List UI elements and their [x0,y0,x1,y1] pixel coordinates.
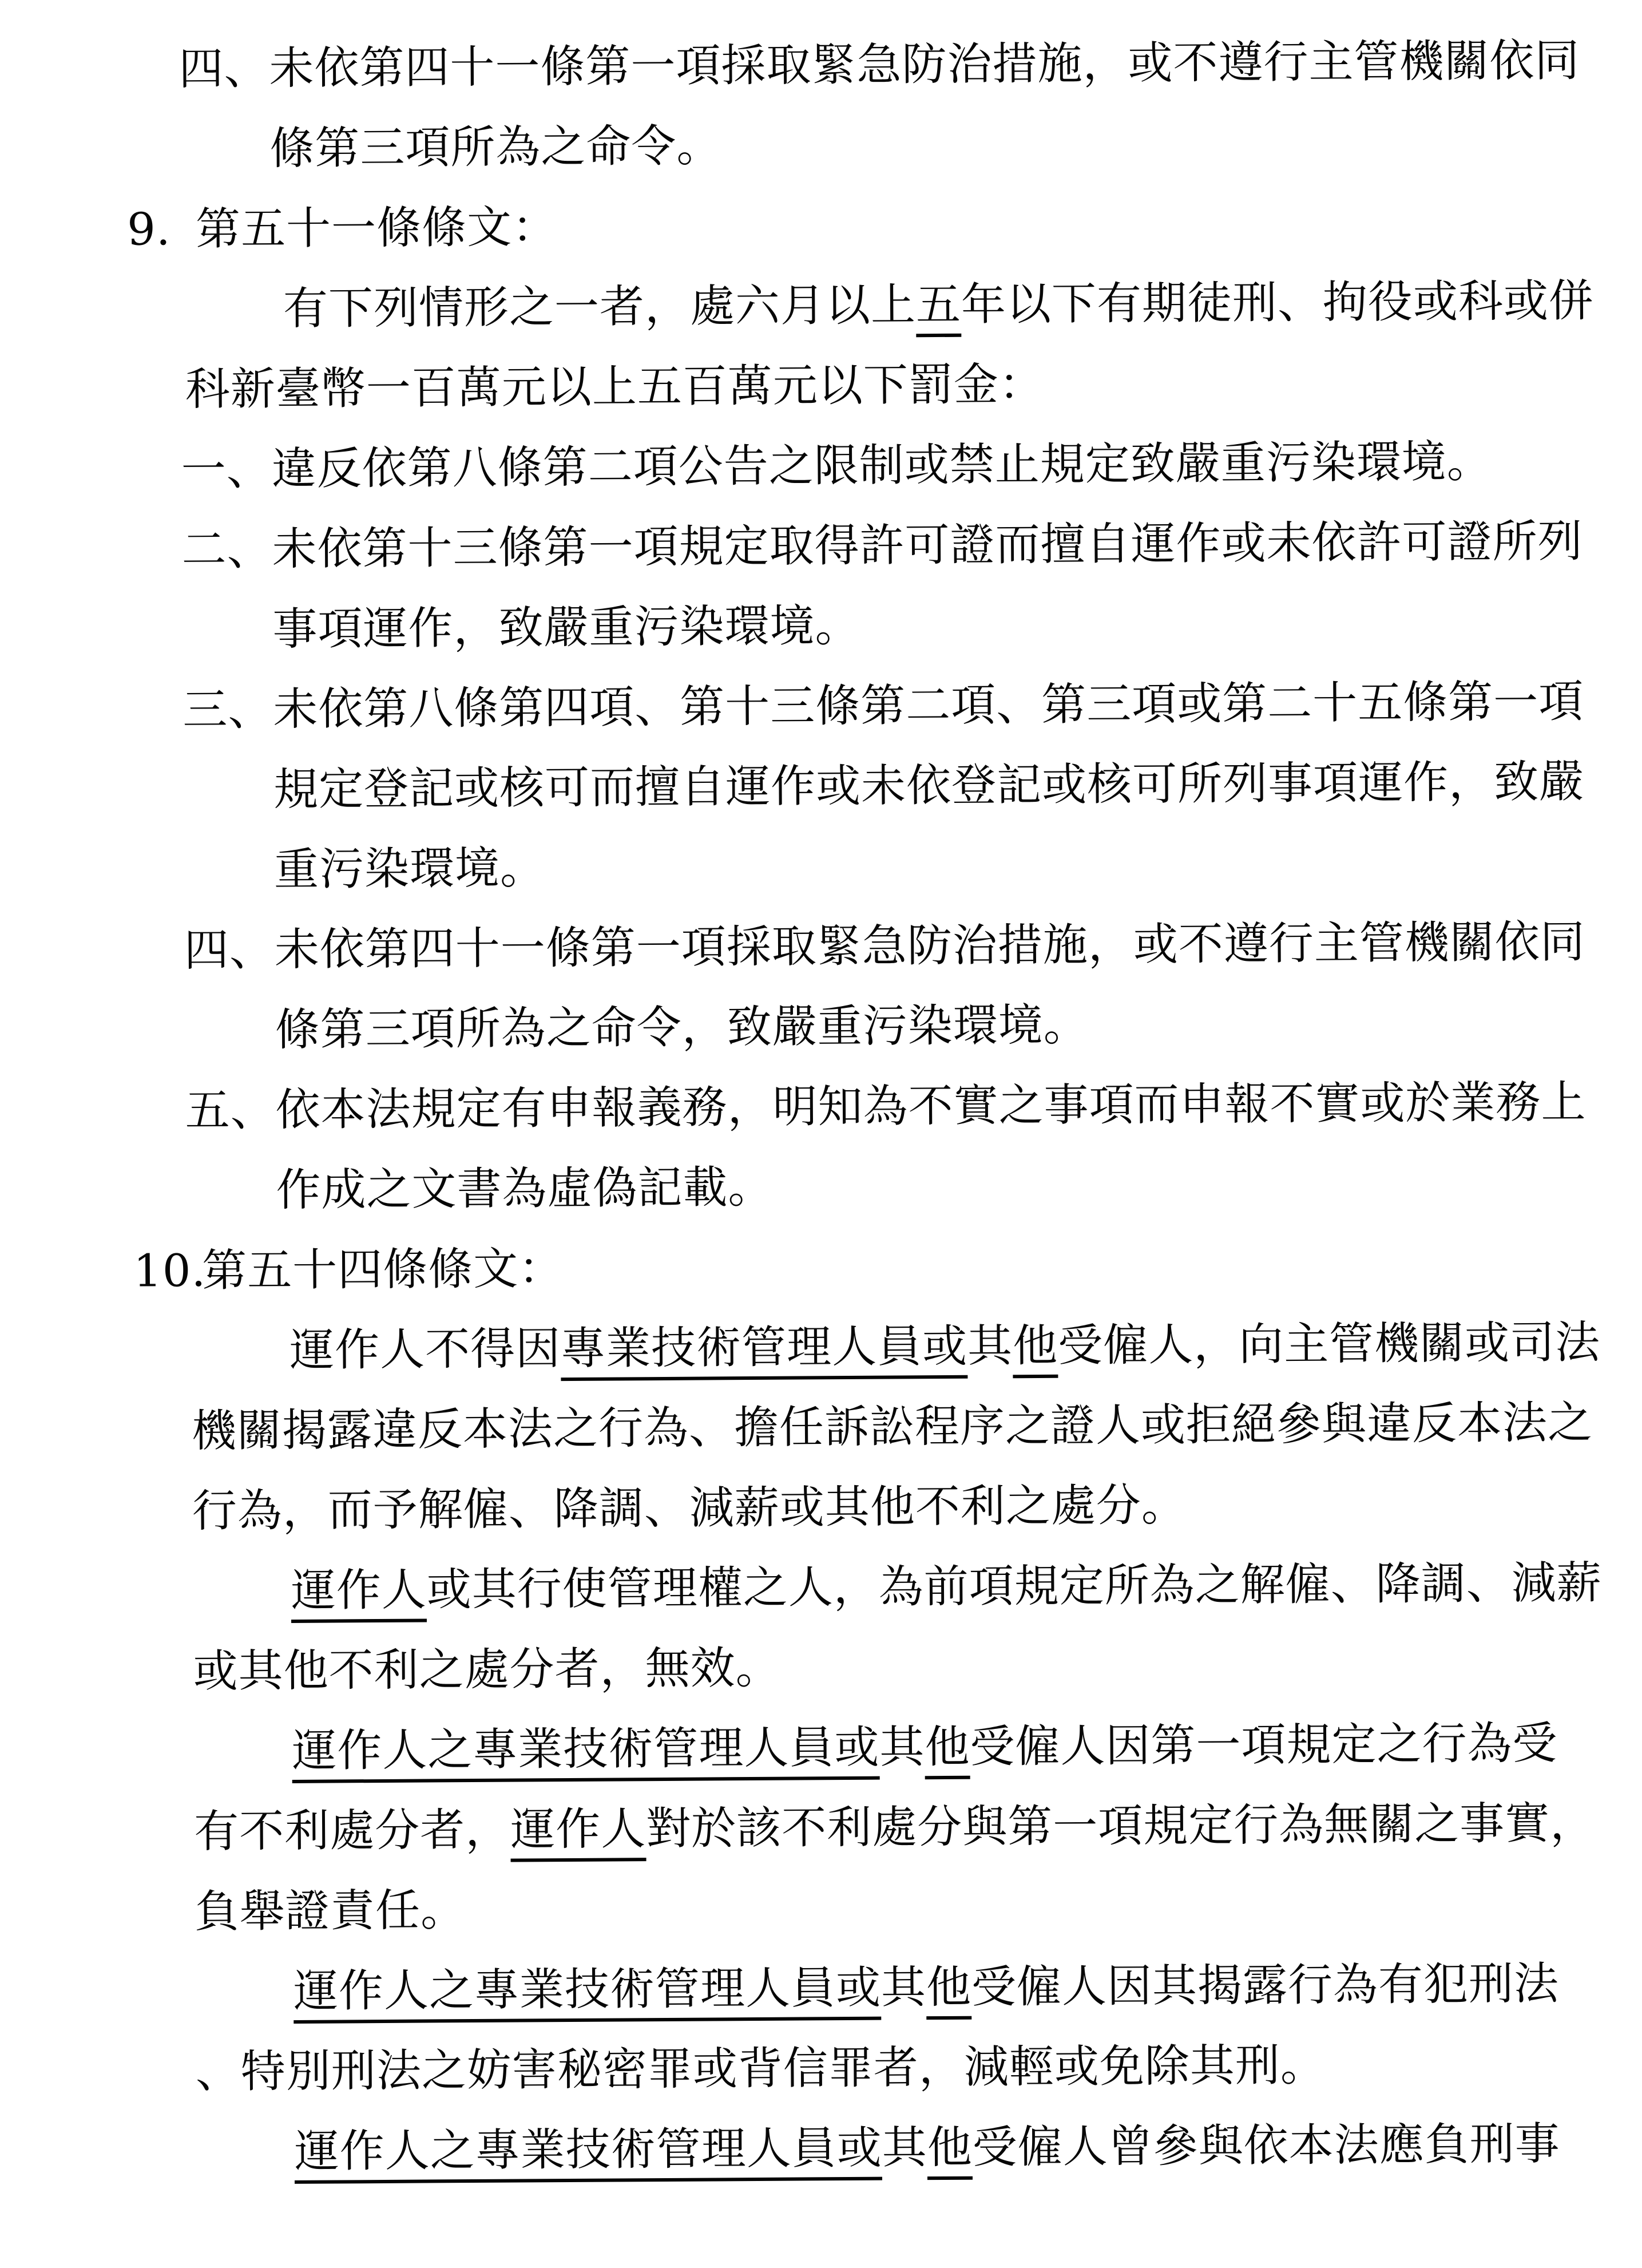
text-segment: 科新臺幣一百萬元以上五百萬元以下罰金： [185,358,1045,416]
section-heading [7,1222,1642,1312]
text-line [4,661,1642,751]
text-segment: 未依第十三條第一項規定取得許可證而擅自運作或未依許可證所列 [272,516,1583,576]
text-segment: 對於該不利處分與第一項規定行為無關之事實， [645,1798,1596,1855]
text-segment: 行為，而予解僱、降調、減薪或其他不利之處分。 [192,1479,1187,1538]
list-marker: 二、 [181,524,272,576]
text-segment: 依本法規定有申報義務，明知為不實之事項而申報不實或於業務上 [275,1076,1587,1137]
list-marker: 一、 [181,444,272,496]
text-segment: 條第三項所為之命令。 [269,120,722,175]
list-marker: 四、 [184,924,275,977]
text-segment: 未依第四十一條第一項採取緊急防治措施，或不遵行主管機關依同 [274,916,1586,976]
text-segment: 年以下有期徒刑、拘役或科或併 [961,275,1595,331]
text-segment: 有下列情形之一者，處六月以上 [283,279,917,335]
underlined-segment: 運作人 [291,1565,427,1623]
text-segment: 條第三項所為之命令，致嚴重污染環境。 [275,999,1089,1056]
text-segment: 事項運作，致嚴重污染環境。 [272,600,860,656]
text-segment: 或其行使管理權之人，為前項規定所為之解僱、降調、減薪 [426,1557,1602,1616]
text-line [0,20,1642,110]
text-line [9,1542,1642,1633]
underlined-segment: 運作人之專業技術管理人員或 [292,1722,880,1783]
underlined-segment: 運作人之專業技術管理人員或 [294,2123,882,2184]
item-number: 9. [126,204,171,256]
text-line [12,2023,1642,2113]
heading-text: 第五十四條條文： [201,1243,564,1297]
text-line [2,260,1642,351]
text-line [12,1943,1642,2033]
text-segment: 其 [881,1962,927,2014]
text-segment: 其 [882,2122,927,2174]
text-segment: 運作人不得因 [289,1323,561,1376]
text-segment: 受僱人曾參與依本法應負刑事 [972,2118,1560,2174]
text-line [1,100,1642,191]
underlined-segment: 專業技術管理人員或 [561,1321,968,1381]
text-line [9,1462,1642,1553]
text-segment: 、特別刑法之妨害秘密罪或背信罪者，減輕或免除其刑。 [195,2039,1326,2098]
underlined-segment: 運作人 [510,1803,647,1862]
text-segment: 其 [967,1320,1013,1372]
text-segment: 有不利處分者， [193,1804,511,1858]
text-line [7,1142,1642,1232]
underlined-segment: 他 [1013,1320,1058,1378]
text-line [8,1302,1642,1392]
text-line [5,821,1642,912]
list-marker: 三、 [183,684,273,737]
text-line [2,341,1642,431]
text-segment: 受僱人，向主管機關或司法 [1057,1316,1601,1372]
text-line [6,1062,1642,1152]
text-line [11,1783,1642,1873]
document-content [0,20,1642,2193]
text-line [5,901,1642,992]
underlined-segment: 他 [925,1721,970,1779]
underlined-segment: 他 [926,1962,972,2020]
text-segment: 重污染環境。 [273,842,546,896]
text-segment: 受僱人因其揭露行為有犯刑法 [971,1958,1560,2013]
underlined-segment: 五 [916,279,962,337]
text-line [10,1703,1642,1793]
text-segment: 或其他不利之處分者，無效。 [193,1642,781,1698]
heading-text: 第五十一條條文： [195,201,558,255]
underlined-segment: 他 [927,2122,973,2180]
text-line [9,1382,1642,1473]
text-line [3,501,1642,591]
underlined-segment: 運作人之專業技術管理人員或 [294,1962,882,2024]
text-segment: 負舉證責任。 [194,1885,466,1938]
text-segment: 未依第八條第四項、第十三條第二項、第三項或第二十五條第一項 [273,676,1584,736]
text-segment: 違反依第八條第二項公告之限制或禁止規定致嚴重污染環境。 [271,436,1492,496]
text-segment: 未依第四十一條第一項採取緊急防治措施，或不遵行主管機關依同 [269,35,1580,95]
text-segment: 受僱人因第一項規定之行為受 [970,1717,1558,1773]
text-segment: 機關揭露違反本法之行為、擔任訴訟程序之證人或拒絕參與違反本法之 [191,1397,1593,1458]
item-number: 10. [133,1245,207,1297]
text-line [13,2103,1642,2194]
text-segment: 規定登記或核可而擅自運作或未依登記或核可所列事項運作，致嚴 [273,756,1585,816]
text-line [10,1622,1642,1713]
list-marker: 四、 [179,43,269,96]
text-line [6,981,1642,1072]
text-segment: 作成之文書為虛偽記載。 [276,1161,774,1217]
text-line [3,581,1642,671]
text-segment: 其 [879,1721,925,1774]
text-line [2,421,1642,511]
text-line [11,1863,1642,1953]
section-heading [1,180,1642,271]
text-line [5,741,1642,832]
list-marker: 五、 [185,1084,276,1137]
